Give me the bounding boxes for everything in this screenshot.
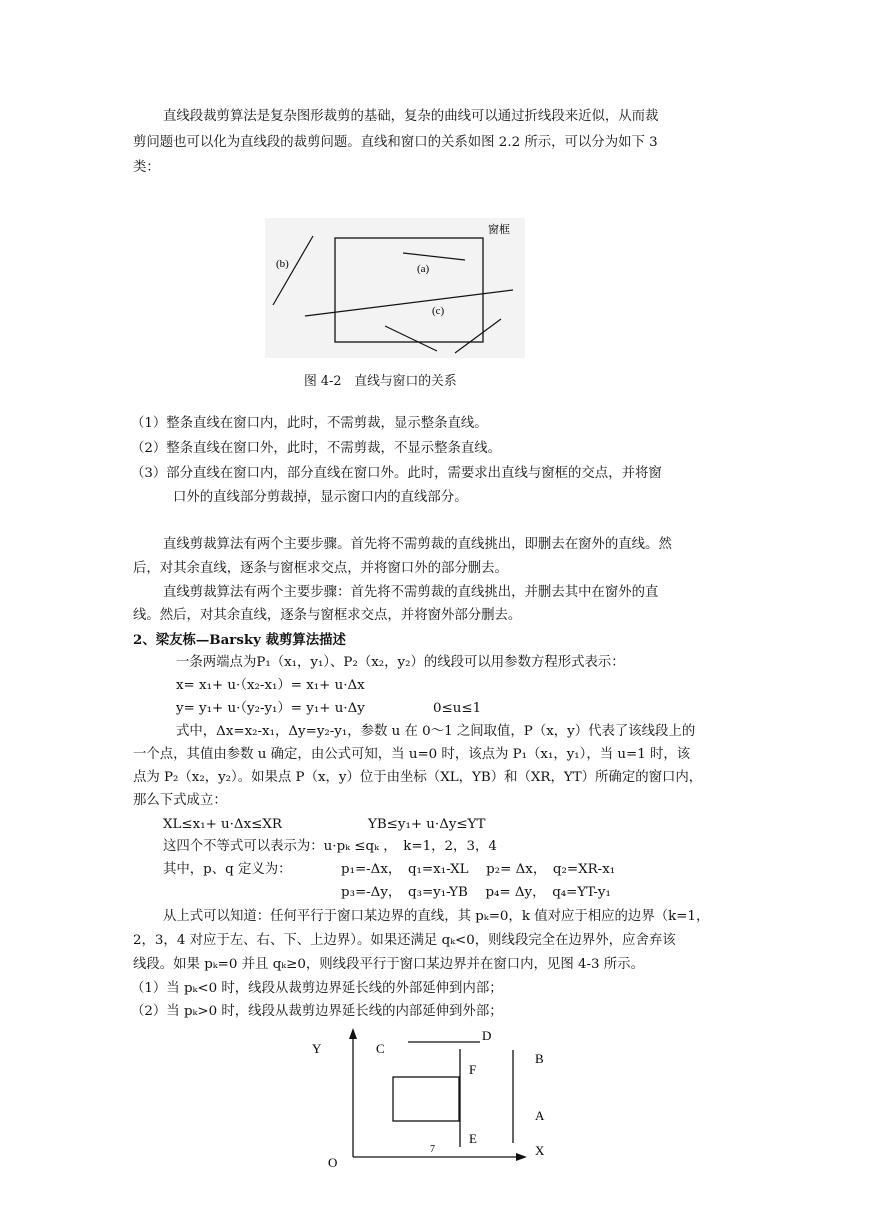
u-range: 0≤u≤1 <box>433 701 482 716</box>
figure-caption: 图 4-2 直线与窗口的关系 <box>304 374 457 389</box>
section-p5-line-3: 线段。如果 pₖ=0 并且 qₖ≥0，则线段平行于窗口某边界并在窗口内，见图 4-3 所示。 <box>133 957 644 972</box>
numbered-2: （2）当 pₖ>0 时，线段从裁剪边界延长线的内部延伸到外部； <box>131 1004 503 1019</box>
figure-line-window-relation <box>265 218 525 358</box>
label-y: Y <box>312 1041 322 1056</box>
case-2: （2）整条直线在窗口外，此时，不需剪裁，不显示整条直线。 <box>131 441 502 456</box>
section-p2-line-1: 式中，Δx=x₂-x₁，Δy=y₂-y₁，参数 u 在 0～1 之间取值，P（x，y）代表了该线段上的 <box>176 724 696 739</box>
label-window: 窗框 <box>488 224 510 236</box>
section-p2-line-4: 那么下式成立： <box>133 793 227 808</box>
figure-parallel-lines <box>300 1025 560 1175</box>
definition-2: p₃=-Δy， q₃=y₁-YB p₄= Δy， q₄=YT-y₁ <box>341 885 611 900</box>
section-p4: 其中，p、q 定义为： <box>163 862 292 877</box>
section-p1: 一条两端点为P₁（x₁，y₁）、P₂（x₂，y₂）的线段可以用参数方程形式表示： <box>176 655 625 670</box>
section-p2-line-3: 点为 P₂（x₂，y₂）。如果点 P（x，y）位于由坐标（XL，YB）和（XR，YT）所确定的窗口内， <box>133 770 703 785</box>
para2-line-4: 线。然后，对其余直线，逐条与窗框求交点，并将窗外部分删去。 <box>133 608 522 623</box>
window-rect <box>393 1077 459 1121</box>
section-p2-line-2: 一个点，其值由参数 u 确定，由公式可知，当 u=0 时，该点为 P₁（x₁，y₁），当 u=1 时，该 <box>133 747 691 762</box>
para2-line-2: 后，对其余直线，逐条与窗框求交点，并将窗口外的部分删去。 <box>133 561 508 576</box>
section-p5-line-2: 2，3，4 对应于左、右、下、上边界）。如果还满足 qₖ<0，则线段完全在边界外，应舍弃该 <box>133 933 676 948</box>
label-a: (a) <box>417 263 430 275</box>
case-3-line-2: 口外的直线部分剪裁掉，显示窗口内的直线部分。 <box>173 490 468 505</box>
section-p5-line-1: 从上式可以知道：任何平行于窗口某边界的直线，其 pₖ=0，k 值对应于相应的边界（k=1， <box>163 909 710 924</box>
equation-y: y= y₁+ u·（y₂-y₁）= y₁+ u·Δy <box>176 701 365 716</box>
para2-line-3: 直线剪裁算法有两个主要步骤：首先将不需剪裁的直线挑出，并删去其中在窗外的直 <box>163 585 659 600</box>
label-b: B <box>535 1051 544 1066</box>
intro-line-2: 剪问题也可以化为直线段的裁剪问题。直线和窗口的关系如图 2.2 所示，可以分为如下 3 <box>133 135 658 150</box>
intro-line-3: 类： <box>133 160 160 175</box>
label-e: E <box>469 1131 477 1146</box>
definition-1: p₁=-Δx， q₁=x₁-XL p₂= Δx， q₂=XR-x₁ <box>341 862 616 877</box>
label-a: A <box>535 1108 545 1123</box>
equation-x: x= x₁+ u·（x₂-x₁）= x₁+ u·Δx <box>176 678 365 693</box>
label-d: D <box>482 1028 492 1043</box>
section-p3: 这四个不等式可以表示为：u·pₖ ≤qₖ ， k=1，2，3，4 <box>163 839 497 854</box>
case-3-line-1: （3）部分直线在窗口内，部分直线在窗口外。此时，需要求出直线与窗框的交点，并将窗 <box>131 466 662 481</box>
label-c: C <box>376 1041 385 1056</box>
case-1: （1）整条直线在窗口内，此时，不需剪裁，显示整条直线。 <box>131 416 488 431</box>
x-axis-arrow <box>516 1153 527 1161</box>
label-f: F <box>469 1062 477 1077</box>
label-seven: 7 <box>430 1144 435 1155</box>
intro-line-1: 直线段裁剪算法是复杂图形裁剪的基础，复杂的曲线可以通过折线段来近似，从而裁 <box>163 109 659 124</box>
numbered-1: （1）当 pₖ<0 时，线段从裁剪边界延长线的外部延伸到内部； <box>131 981 503 996</box>
label-x: X <box>535 1143 545 1158</box>
label-o: O <box>328 1155 338 1170</box>
para2-line-1: 直线剪裁算法有两个主要步骤。首先将不需剪裁的直线挑出，即删去在窗外的直线。然 <box>163 537 672 552</box>
y-axis-arrow <box>349 1028 357 1039</box>
figure-background <box>265 218 525 358</box>
label-b: (b) <box>276 258 289 270</box>
label-c: (c) <box>432 305 445 317</box>
inequality-y: YB≤y₁+ u·Δy≤YT <box>368 817 486 832</box>
inequality-x: XL≤x₁+ u·Δx≤XR <box>163 817 282 832</box>
section-heading: 2、梁友栋—Barsky 裁剪算法描述 <box>133 632 346 648</box>
